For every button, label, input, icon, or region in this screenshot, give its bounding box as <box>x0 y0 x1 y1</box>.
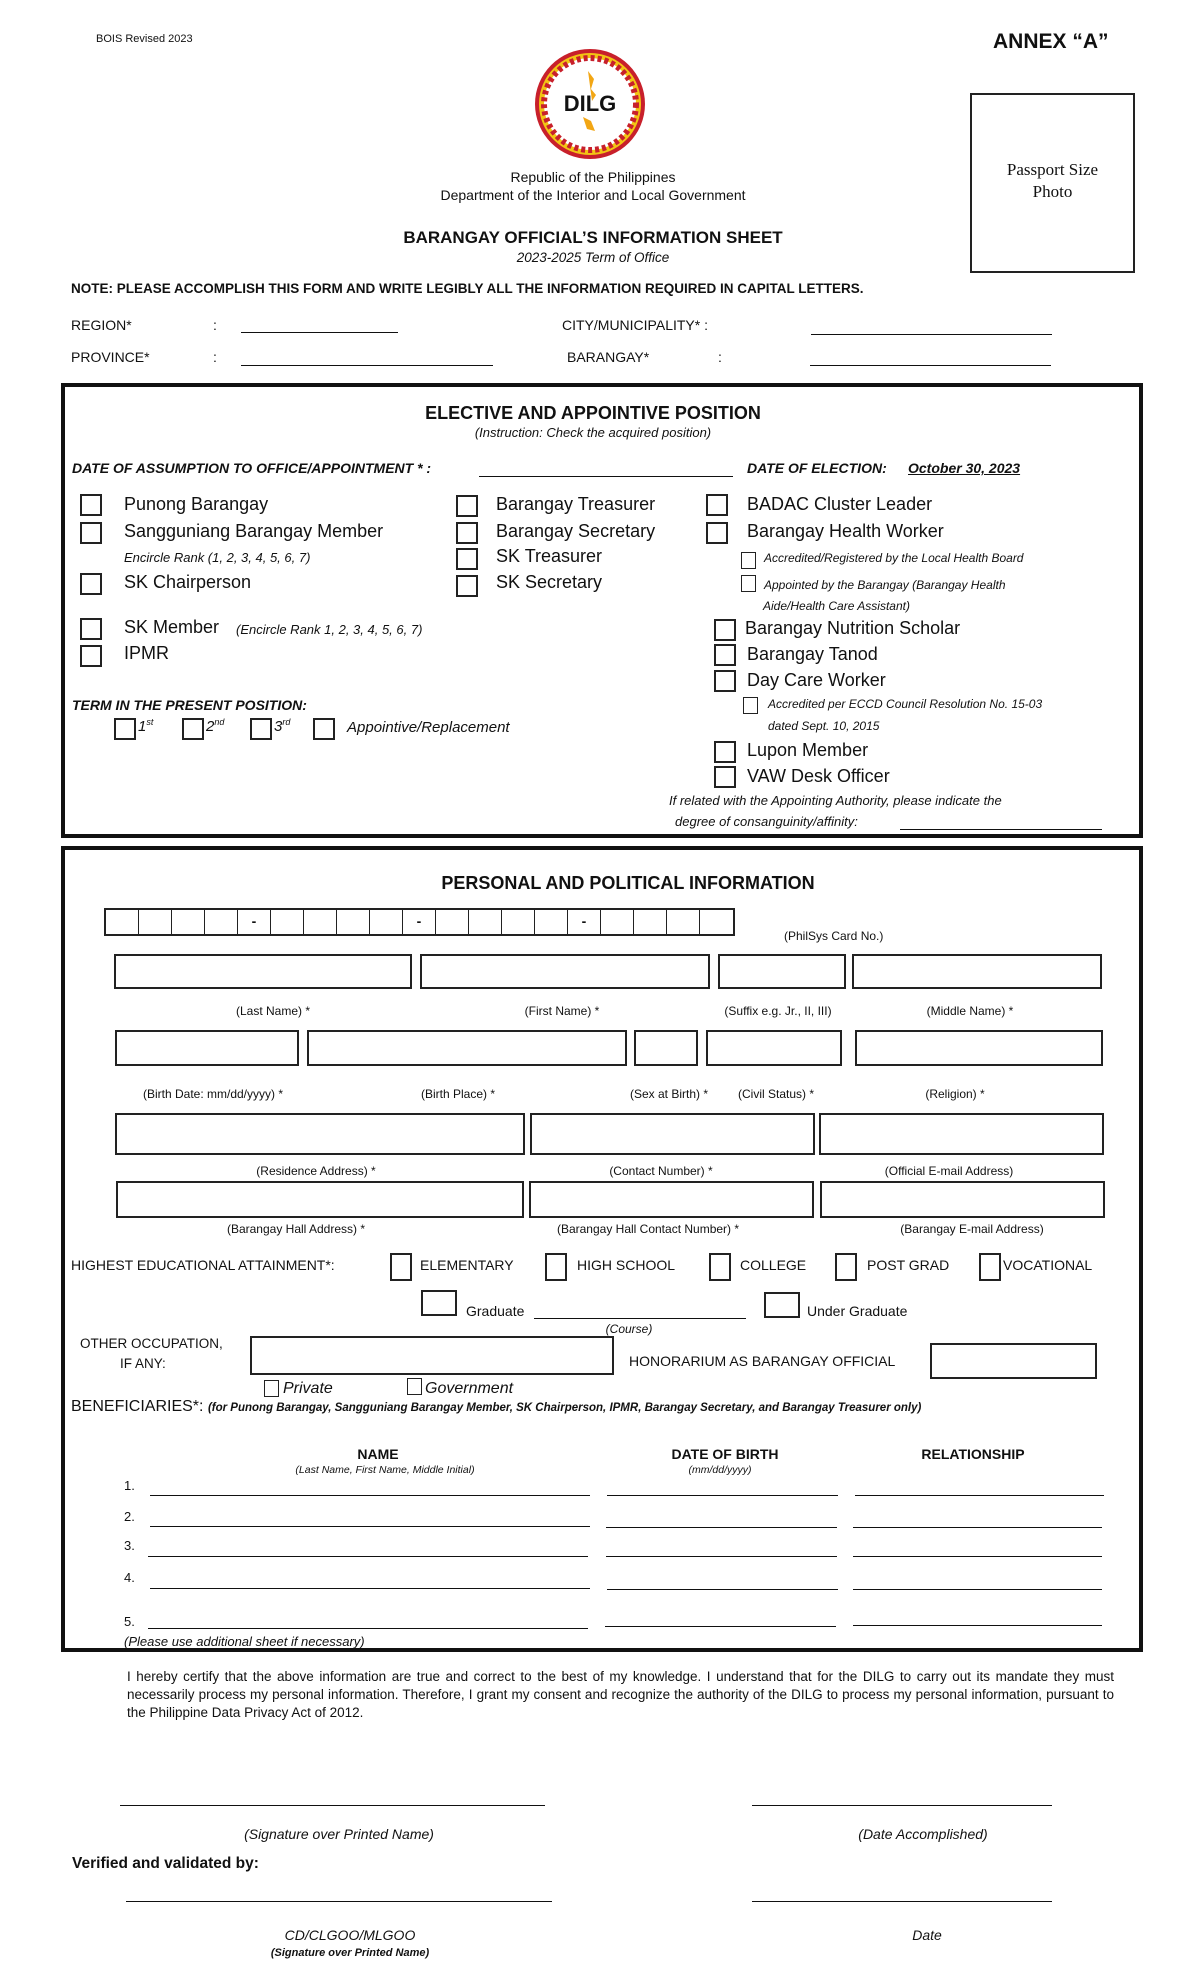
column-header-relationship: RELATIONSHIP <box>921 1446 1025 1462</box>
annex-label: ANNEX “A” <box>993 30 1109 53</box>
beneficiary-name-field[interactable] <box>150 1526 590 1527</box>
middle-name-field[interactable] <box>852 954 1102 989</box>
option-label: HIGH SCHOOL <box>577 1257 676 1273</box>
field-label: (Sex at Birth) * <box>629 1087 709 1101</box>
beneficiary-dob-field[interactable] <box>607 1589 838 1590</box>
barangay-hall-contact-field[interactable] <box>529 1181 814 1218</box>
passport-photo-box[interactable] <box>970 93 1135 273</box>
option-label: Barangay Treasurer <box>496 494 656 514</box>
beneficiary-dob-field[interactable] <box>607 1495 838 1496</box>
option-label: ELEMENTARY <box>420 1257 514 1273</box>
term-2nd-label: 2nd <box>206 717 225 735</box>
contact-number-field[interactable] <box>530 1113 815 1155</box>
photo-label: Passport Size <box>1006 160 1099 179</box>
photo-label-2: Photo <box>1032 182 1073 201</box>
checkbox-barangay-secretary[interactable] <box>456 522 478 544</box>
consanguinity-field[interactable] <box>900 829 1102 830</box>
undergraduate-label: Under Graduate <box>807 1303 908 1319</box>
verification-date-field[interactable] <box>752 1901 1052 1902</box>
field-label: (Residence Address) * <box>256 1164 376 1178</box>
other-occupation-field[interactable] <box>250 1336 614 1375</box>
checkbox-lupon[interactable] <box>714 741 736 763</box>
option-sublabel: Appointed by the Barangay (Barangay Health <box>764 578 1006 592</box>
option-sublabel: Accredited/Registered by the Local Health Board <box>764 551 1024 565</box>
option-sublabel: dated Sept. 10, 2015 <box>768 719 880 733</box>
certification-text: I hereby certify that the above information are true and correct to the best of my knowledge. I understand that for the DILG to carry out its mandate they must necessarily process my personal information. Therefore, I grant my consent and recognize the authority of the DILG to process my personal information, pursuant to the Philippine Data Privacy Act of 2012. <box>127 1669 1114 1720</box>
option-label: Barangay Tanod <box>747 644 878 664</box>
private-label: Private <box>283 1380 333 1397</box>
position-section <box>61 383 1143 838</box>
row-number: 1. <box>124 1478 135 1493</box>
barangay-hall-address-field[interactable] <box>116 1181 524 1218</box>
barangay-field[interactable] <box>810 365 1051 366</box>
dilg-logo <box>533 47 647 161</box>
encircle-rank-note: (Encircle Rank 1, 2, 3, 4, 5, 6, 7) <box>236 622 423 637</box>
province-label: PROVINCE* <box>71 349 150 365</box>
row-number: 3. <box>124 1538 135 1553</box>
checkbox-eccd-accredited[interactable] <box>743 697 758 714</box>
civil-status-field[interactable] <box>706 1030 842 1066</box>
field-label: (Barangay Hall Address) * <box>226 1222 366 1236</box>
checkbox-barangay-treasurer[interactable] <box>456 495 478 517</box>
graduate-label: Graduate <box>466 1303 525 1319</box>
checkbox-term-appointive[interactable] <box>313 718 335 740</box>
checkbox-private[interactable] <box>264 1380 279 1397</box>
checkbox-sk-chairperson[interactable] <box>80 573 102 595</box>
occupation-label: OTHER OCCUPATION, <box>80 1336 223 1351</box>
beneficiary-relationship-field[interactable] <box>853 1625 1102 1626</box>
philsys-label: (PhilSys Card No.) <box>784 929 884 943</box>
field-label: (Religion) * <box>925 1087 985 1101</box>
department-text: Department of the Interior and Local Government <box>440 187 746 203</box>
date-label: Date <box>912 1927 942 1943</box>
beneficiary-name-field[interactable] <box>150 1495 590 1496</box>
checkbox-bhw[interactable] <box>706 522 728 544</box>
government-label: Government <box>425 1380 514 1397</box>
field-label: (Middle Name) * <box>926 1004 1014 1018</box>
checkbox-term-3rd[interactable] <box>250 718 272 740</box>
province-field[interactable] <box>241 365 493 366</box>
beneficiary-name-field[interactable] <box>150 1588 590 1589</box>
beneficiary-relationship-field[interactable] <box>853 1589 1102 1590</box>
option-label: IPMR <box>124 643 169 663</box>
region-field[interactable] <box>241 332 398 333</box>
officer-label: CD/CLGOO/MLGOO <box>284 1927 416 1943</box>
beneficiary-relationship-field[interactable] <box>853 1556 1102 1557</box>
field-label: (Birth Place) * <box>420 1087 496 1101</box>
option-sublabel: Accredited per ECCD Council Resolution No. 15-03 <box>768 697 1043 711</box>
suffix-field[interactable] <box>718 954 846 989</box>
religion-field[interactable] <box>855 1030 1103 1066</box>
option-label: Sangguniang Barangay Member <box>124 521 384 541</box>
checkbox-elementary[interactable] <box>390 1253 412 1281</box>
barangay-label: BARANGAY* <box>567 349 650 365</box>
assumption-date-field[interactable] <box>479 476 733 477</box>
option-label: POST GRAD <box>867 1257 950 1273</box>
barangay-email-field[interactable] <box>820 1181 1105 1218</box>
option-label: Day Care Worker <box>747 670 886 690</box>
course-field[interactable] <box>534 1318 746 1319</box>
column-header-name: NAME <box>357 1446 399 1462</box>
option-label: VOCATIONAL <box>1003 1257 1093 1273</box>
last-name-field[interactable] <box>114 954 412 989</box>
beneficiaries-note: (for Punong Barangay, Sangguniang Barangay Member, SK Chairperson, IPMR, Barangay Secretary, and Barangay Treasurer only) <box>207 1402 922 1414</box>
republic-text: Republic of the Philippines <box>510 169 676 185</box>
checkbox-sk-member[interactable] <box>80 618 102 640</box>
option-label: SK Chairperson <box>124 572 252 592</box>
signature-field[interactable] <box>120 1805 545 1806</box>
philsys-card-field[interactable]: - - - <box>104 908 735 936</box>
column-header-dob: DATE OF BIRTH <box>671 1446 779 1462</box>
field-label: (Birth Date: mm/dd/yyyy) * <box>142 1087 284 1101</box>
checkbox-undergraduate[interactable] <box>764 1292 800 1318</box>
checkbox-term-2nd[interactable] <box>182 718 204 740</box>
column-subheader: (Last Name, First Name, Middle Initial) <box>295 1464 475 1476</box>
section-title: ELECTIVE AND APPOINTIVE POSITION <box>425 403 761 423</box>
officer-sublabel: (Signature over Printed Name) <box>270 1947 430 1959</box>
checkbox-punong-barangay[interactable] <box>80 494 102 516</box>
option-label: Barangay Nutrition Scholar <box>745 618 961 638</box>
option-label: BADAC Cluster Leader <box>747 494 933 514</box>
row-number: 4. <box>124 1570 135 1585</box>
field-label: (Official E-mail Address) <box>884 1164 1014 1178</box>
term-1st-label: 1st <box>138 717 154 735</box>
signature-label: (Signature over Printed Name) <box>244 1826 434 1842</box>
field-label: (Barangay Hall Contact Number) * <box>556 1222 740 1236</box>
beneficiary-dob-field[interactable] <box>606 1527 837 1528</box>
beneficiary-relationship-field[interactable] <box>855 1495 1104 1496</box>
colon: : <box>718 349 722 365</box>
checkbox-high-school[interactable] <box>545 1253 567 1281</box>
checkbox-sb-member[interactable] <box>80 522 102 544</box>
note-text: NOTE: PLEASE ACCOMPLISH THIS FORM AND WRITE LEGIBLY ALL THE INFORMATION REQUIRED IN CAPITAL LETTERS. <box>71 281 864 296</box>
checkbox-vaw-desk[interactable] <box>714 766 736 788</box>
checkbox-vocational[interactable] <box>979 1253 1001 1281</box>
field-label: (Barangay E-mail Address) <box>900 1222 1044 1236</box>
election-label: DATE OF ELECTION: <box>747 460 887 476</box>
instruction-text: (Instruction: Check the acquired position) <box>474 425 712 440</box>
term-label: TERM IN THE PRESENT POSITION: <box>72 697 307 713</box>
field-label: (Civil Status) * <box>737 1087 815 1101</box>
option-label: VAW Desk Officer <box>747 766 890 786</box>
checkbox-day-care-worker[interactable] <box>714 670 736 692</box>
colon: : <box>213 317 217 333</box>
checkbox-badac[interactable] <box>706 494 728 516</box>
beneficiary-dob-field[interactable] <box>605 1626 836 1627</box>
related-note: degree of consanguinity/affinity: <box>675 814 858 829</box>
city-label: CITY/MUNICIPALITY* : <box>562 317 708 333</box>
honorarium-label: HONORARIUM AS BARANGAY OFFICIAL <box>629 1353 896 1369</box>
checkbox-nutrition-scholar[interactable] <box>714 619 736 641</box>
education-label: HIGHEST EDUCATIONAL ATTAINMENT*: <box>71 1257 335 1273</box>
checkbox-graduate[interactable] <box>421 1290 457 1316</box>
sex-field[interactable] <box>634 1030 698 1066</box>
checkbox-bhw-accredited[interactable] <box>741 552 756 569</box>
region-label: REGION* <box>71 317 132 333</box>
beneficiary-relationship-field[interactable] <box>853 1527 1102 1528</box>
checkbox-post-grad[interactable] <box>835 1253 857 1281</box>
residence-address-field[interactable] <box>115 1113 525 1155</box>
course-label: (Course) <box>605 1322 653 1336</box>
row-number: 5. <box>124 1614 135 1629</box>
row-number: 2. <box>124 1509 135 1524</box>
city-field[interactable] <box>811 334 1052 335</box>
option-label: SK Secretary <box>496 572 603 592</box>
assumption-label: DATE OF ASSUMPTION TO OFFICE/APPOINTMENT * : <box>72 460 432 476</box>
checkbox-government[interactable] <box>407 1378 422 1395</box>
birth-place-field[interactable] <box>307 1030 627 1066</box>
option-label: COLLEGE <box>740 1257 807 1273</box>
revision-label: BOIS Revised 2023 <box>96 33 193 45</box>
officer-signature-field[interactable] <box>126 1901 552 1902</box>
option-label: Barangay Health Worker <box>747 521 944 541</box>
checkbox-ipmr[interactable] <box>80 645 102 667</box>
checkbox-sk-secretary[interactable] <box>456 575 478 597</box>
related-note: If related with the Appointing Authority, please indicate the <box>669 793 1002 808</box>
checkbox-bhw-appointed[interactable] <box>741 575 756 592</box>
encircle-rank-note: Encircle Rank (1, 2, 3, 4, 5, 6, 7) <box>124 550 311 565</box>
section-title: PERSONAL AND POLITICAL INFORMATION <box>441 873 815 893</box>
beneficiary-name-field[interactable] <box>148 1628 588 1629</box>
additional-sheet-note: (Please use additional sheet if necessary) <box>124 1634 365 1649</box>
option-label: Punong Barangay <box>124 494 269 514</box>
date-accomplished-label: (Date Accomplished) <box>858 1826 988 1842</box>
occupation-label: IF ANY: <box>120 1356 166 1371</box>
option-label: SK Member <box>124 617 220 637</box>
first-name-field[interactable] <box>420 954 710 989</box>
option-label: SK Treasurer <box>496 546 603 566</box>
honorarium-field[interactable] <box>930 1343 1097 1379</box>
field-label: (Last Name) * <box>235 1004 311 1018</box>
election-date: October 30, 2023 <box>908 460 1021 476</box>
page-subtitle: 2023-2025 Term of Office <box>516 250 670 265</box>
svg-text:DILG: DILG <box>563 91 617 116</box>
checkbox-sk-treasurer[interactable] <box>456 548 478 570</box>
colon: : <box>213 349 217 365</box>
field-label: (Contact Number) * <box>609 1164 713 1178</box>
verified-label: Verified and validated by: <box>72 1855 259 1872</box>
field-label: (Suffix e.g. Jr., II, III) <box>724 1004 832 1018</box>
field-label: (First Name) * <box>524 1004 600 1018</box>
checkbox-tanod[interactable] <box>714 644 736 666</box>
option-label: Barangay Secretary <box>496 521 656 541</box>
official-email-field[interactable] <box>819 1113 1104 1155</box>
beneficiary-dob-field[interactable] <box>606 1556 837 1557</box>
option-sublabel: Aide/Health Care Assistant) <box>763 599 910 613</box>
checkbox-term-1st[interactable] <box>114 718 136 740</box>
page-title: BARANGAY OFFICIAL’S INFORMATION SHEET <box>403 228 783 247</box>
column-subheader: (mm/dd/yyyy) <box>688 1464 752 1476</box>
date-accomplished-field[interactable] <box>752 1805 1052 1806</box>
term-3rd-label: 3rd <box>274 717 291 735</box>
beneficiary-name-field[interactable] <box>148 1556 588 1557</box>
birth-date-field[interactable] <box>115 1030 299 1066</box>
checkbox-college[interactable] <box>709 1253 731 1281</box>
beneficiaries-label: BENEFICIARIES*: (for Punong Barangay, Sangguniang Barangay Member, SK Chairperson, IPMR, Barangay Secretary, and Barangay Treasurer only) <box>71 1398 922 1415</box>
term-appointive-label: Appointive/Replacement <box>347 719 510 736</box>
option-label: Lupon Member <box>747 740 869 760</box>
